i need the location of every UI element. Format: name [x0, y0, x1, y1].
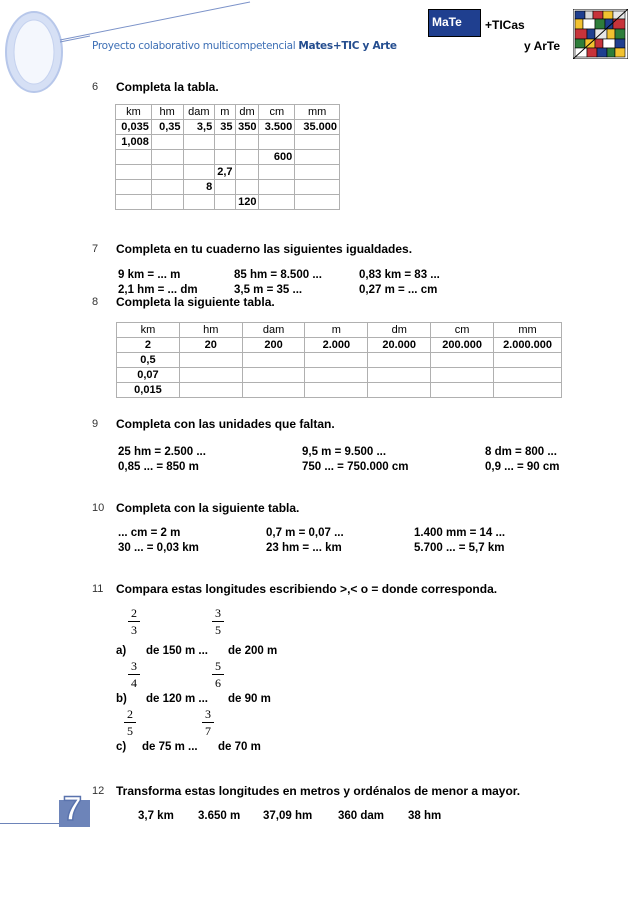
q8-cell[interactable]: [368, 368, 431, 383]
logo-mosaic-graphic: [573, 9, 628, 59]
q6-cell[interactable]: [235, 150, 259, 165]
q8-header-cell: dam: [242, 323, 305, 338]
fraction-numerator: 5: [212, 659, 224, 675]
q11b-fraction-1: [128, 659, 140, 691]
q7-number: 7: [92, 243, 99, 255]
q9-item: 9,5 m = 9.500 ...: [302, 446, 387, 458]
q8-cell[interactable]: [179, 353, 242, 368]
q6-cell[interactable]: [151, 150, 183, 165]
q8-cell[interactable]: [305, 383, 368, 398]
fraction-denominator: 7: [205, 724, 211, 738]
q6-header-cell: mm: [295, 105, 340, 120]
q10-item: 1.400 mm = 14 ...: [414, 527, 506, 539]
q6-cell[interactable]: [295, 195, 340, 210]
q6-cell[interactable]: [183, 195, 215, 210]
q8-title: Completa la siguiente tabla.: [116, 295, 275, 309]
logo-text-arte: y ArTe: [524, 39, 561, 53]
q8-cell[interactable]: [242, 353, 305, 368]
q8-cell[interactable]: [494, 353, 562, 368]
q10-item: 0,7 m = 0,07 ...: [266, 527, 344, 539]
q10-item: 30 ... = 0,03 km: [118, 542, 199, 554]
q6-row: [116, 195, 340, 210]
q6-number: 6: [92, 81, 99, 93]
q10-title: Completa con la siguiente tabla.: [116, 501, 300, 515]
q10-item: ... cm = 2 m: [118, 527, 181, 539]
q6-cell[interactable]: 0,035: [116, 120, 152, 135]
q6-cell[interactable]: 2,7: [215, 165, 235, 180]
q8-cell[interactable]: 2.000.000: [494, 338, 562, 353]
q6-cell[interactable]: 120: [235, 195, 259, 210]
q9-title: Completa con las unidades que faltan.: [116, 417, 335, 431]
q7-item: 9 km = ... m: [118, 269, 181, 281]
q8-cell[interactable]: 0,5: [117, 353, 180, 368]
q6-cell[interactable]: [116, 180, 152, 195]
q6-cell[interactable]: [215, 150, 235, 165]
q11b-left: de 120 m ...: [146, 693, 209, 705]
fraction-numerator: 3: [212, 606, 224, 622]
q12-title: Transforma estas longitudes en metros y ordénalos de menor a mayor.: [116, 784, 521, 798]
q8-cell[interactable]: 2.000: [305, 338, 368, 353]
q6-header-cell: dm: [235, 105, 259, 120]
fraction-denominator: 4: [131, 676, 137, 690]
q11a-left: de 150 m ...: [146, 645, 209, 657]
q6-cell[interactable]: 3.500: [259, 120, 295, 135]
q7-item: 3,5 m = 35 ...: [234, 284, 303, 296]
q8-cell[interactable]: [242, 383, 305, 398]
q6-cell[interactable]: 35.000: [295, 120, 340, 135]
q9-item: 25 hm = 2.500 ...: [118, 446, 206, 458]
q6-cell[interactable]: [116, 195, 152, 210]
q6-cell[interactable]: 3,5: [183, 120, 215, 135]
q8-cell[interactable]: [431, 383, 494, 398]
q6-table: [115, 104, 340, 210]
q6-cell[interactable]: [116, 165, 152, 180]
q6-cell[interactable]: [183, 135, 215, 150]
q8-cell[interactable]: [431, 368, 494, 383]
q8-cell[interactable]: [431, 353, 494, 368]
q6-header-cell: dam: [183, 105, 215, 120]
q6-cell[interactable]: [295, 180, 340, 195]
q6-cell[interactable]: [259, 135, 295, 150]
q6-cell[interactable]: 35: [215, 120, 235, 135]
q6-cell[interactable]: [215, 195, 235, 210]
q6-cell[interactable]: [235, 135, 259, 150]
q6-cell[interactable]: 600: [259, 150, 295, 165]
q11a-fraction-2: [212, 606, 224, 638]
fraction-denominator: 6: [215, 676, 221, 690]
project-header-bold: Mates+TIC y Arte: [298, 40, 397, 52]
q8-cell[interactable]: [179, 383, 242, 398]
q6-title: Completa la tabla.: [116, 80, 219, 94]
page-number: 7: [63, 790, 82, 828]
q11b-right: de 90 m: [228, 693, 271, 705]
q10-item: 23 hm = ... km: [266, 542, 342, 554]
q6-cell[interactable]: [116, 150, 152, 165]
q7-item: 2,1 hm = ... dm: [118, 284, 198, 296]
q8-row: [117, 353, 562, 368]
q6-cell[interactable]: 350: [235, 120, 259, 135]
q6-cell[interactable]: [151, 165, 183, 180]
fraction-numerator: 2: [128, 606, 140, 622]
q8-cell[interactable]: 200.000: [431, 338, 494, 353]
q8-cell[interactable]: 0,015: [117, 383, 180, 398]
q8-cell[interactable]: 20.000: [368, 338, 431, 353]
q6-header-cell: hm: [151, 105, 183, 120]
q8-table: [116, 322, 562, 398]
q10-item: 5.700 ... = 5,7 km: [414, 542, 505, 554]
q11a-letter: a): [116, 645, 127, 657]
q6-cell[interactable]: [215, 180, 235, 195]
q12-item: 37,09 hm: [263, 810, 313, 822]
q8-cell[interactable]: [494, 383, 562, 398]
q11c-fraction-1: [124, 707, 136, 739]
fraction-numerator: 2: [124, 707, 136, 723]
q6-cell[interactable]: [183, 150, 215, 165]
q6-cell[interactable]: [235, 180, 259, 195]
q6-cell[interactable]: [183, 165, 215, 180]
q12-item: 360 dam: [338, 810, 385, 822]
q11a-right: de 200 m: [228, 645, 278, 657]
q6-cell[interactable]: [151, 180, 183, 195]
q11c-letter: c): [116, 741, 127, 753]
q9-item: 0,85 ... = 850 m: [118, 461, 199, 473]
q6-cell[interactable]: [151, 195, 183, 210]
q6-cell[interactable]: 1,008: [116, 135, 152, 150]
q6-header-cell: km: [116, 105, 152, 120]
q8-cell[interactable]: [494, 368, 562, 383]
logo-text-mate: MaTe: [432, 15, 462, 29]
q8-header-cell: mm: [494, 323, 562, 338]
q6-cell[interactable]: [259, 195, 295, 210]
project-header: [92, 40, 397, 52]
q6-row: [116, 180, 340, 195]
q6-cell[interactable]: [295, 165, 340, 180]
q6-row: [116, 135, 340, 150]
q7-item: 0,27 m = ... cm: [359, 284, 438, 296]
q7-item: 85 hm = 8.500 ...: [234, 269, 322, 281]
fraction-numerator: 3: [202, 707, 214, 723]
fraction-denominator: 5: [127, 724, 133, 738]
q12-item: 3,7 km: [138, 810, 174, 822]
q6-cell[interactable]: [259, 180, 295, 195]
q8-header-cell: hm: [179, 323, 242, 338]
q9-item: 8 dm = 800 ...: [485, 446, 557, 458]
q8-cell[interactable]: [368, 383, 431, 398]
project-header-text: Proyecto colaborativo multicompetencial: [92, 40, 296, 52]
q8-header-cell: dm: [368, 323, 431, 338]
q12-item: 38 hm: [408, 810, 442, 822]
q8-header-cell: cm: [431, 323, 494, 338]
q8-cell[interactable]: 0,07: [117, 368, 180, 383]
fraction-numerator: 3: [128, 659, 140, 675]
fraction-denominator: 5: [215, 623, 221, 637]
q9-number: 9: [92, 418, 99, 430]
q6-cell[interactable]: 8: [183, 180, 215, 195]
q11-number: 11: [92, 583, 104, 595]
q6-cell[interactable]: [151, 135, 183, 150]
q6-row: [116, 150, 340, 165]
q8-cell[interactable]: 2: [117, 338, 180, 353]
q6-header-cell: cm: [259, 105, 295, 120]
q6-cell[interactable]: 0,35: [151, 120, 183, 135]
q10-number: 10: [92, 502, 105, 514]
q11b-fraction-2: [212, 659, 224, 691]
q8-cell[interactable]: 20: [179, 338, 242, 353]
q8-header-cell: km: [117, 323, 180, 338]
q8-cell[interactable]: 200: [242, 338, 305, 353]
q9-item: 0,9 ... = 90 cm: [485, 461, 560, 473]
q8-number: 8: [92, 296, 99, 308]
q8-row: [117, 368, 562, 383]
q12-number: 12: [92, 785, 105, 797]
q11a-fraction-1: [128, 606, 140, 638]
q8-header-cell: m: [305, 323, 368, 338]
q8-cell[interactable]: [368, 353, 431, 368]
q6-cell[interactable]: [215, 135, 235, 150]
fraction-denominator: 3: [131, 623, 137, 637]
logo-text-ticas: +TICas: [485, 18, 525, 32]
q8-cell[interactable]: [179, 368, 242, 383]
logo: [428, 9, 628, 59]
q12-item: 3.650 m: [198, 810, 241, 822]
q11c-left: de 75 m ...: [142, 741, 198, 753]
q8-cell[interactable]: [305, 368, 368, 383]
q6-cell[interactable]: [295, 150, 340, 165]
q11b-letter: b): [116, 693, 127, 705]
q6-cell[interactable]: [295, 135, 340, 150]
q9-item: 750 ... = 750.000 cm: [302, 461, 409, 473]
q11-title: Compara estas longitudes escribiendo >,< o = donde corresponda.: [116, 582, 498, 596]
q6-row: [116, 165, 340, 180]
q6-header-cell: m: [215, 105, 235, 120]
q7-item: 0,83 km = 83 ...: [359, 269, 440, 281]
q6-cell[interactable]: [259, 165, 295, 180]
q11c-right: de 70 m: [218, 741, 261, 753]
q8-cell[interactable]: [305, 353, 368, 368]
q7-title: Completa en tu cuaderno las siguientes igualdades.: [116, 242, 413, 256]
q8-row: [117, 338, 562, 353]
q6-cell[interactable]: [235, 165, 259, 180]
q8-row: [117, 383, 562, 398]
q11c-fraction-2: [202, 707, 214, 739]
q6-row: [116, 120, 340, 135]
q8-cell[interactable]: [242, 368, 305, 383]
